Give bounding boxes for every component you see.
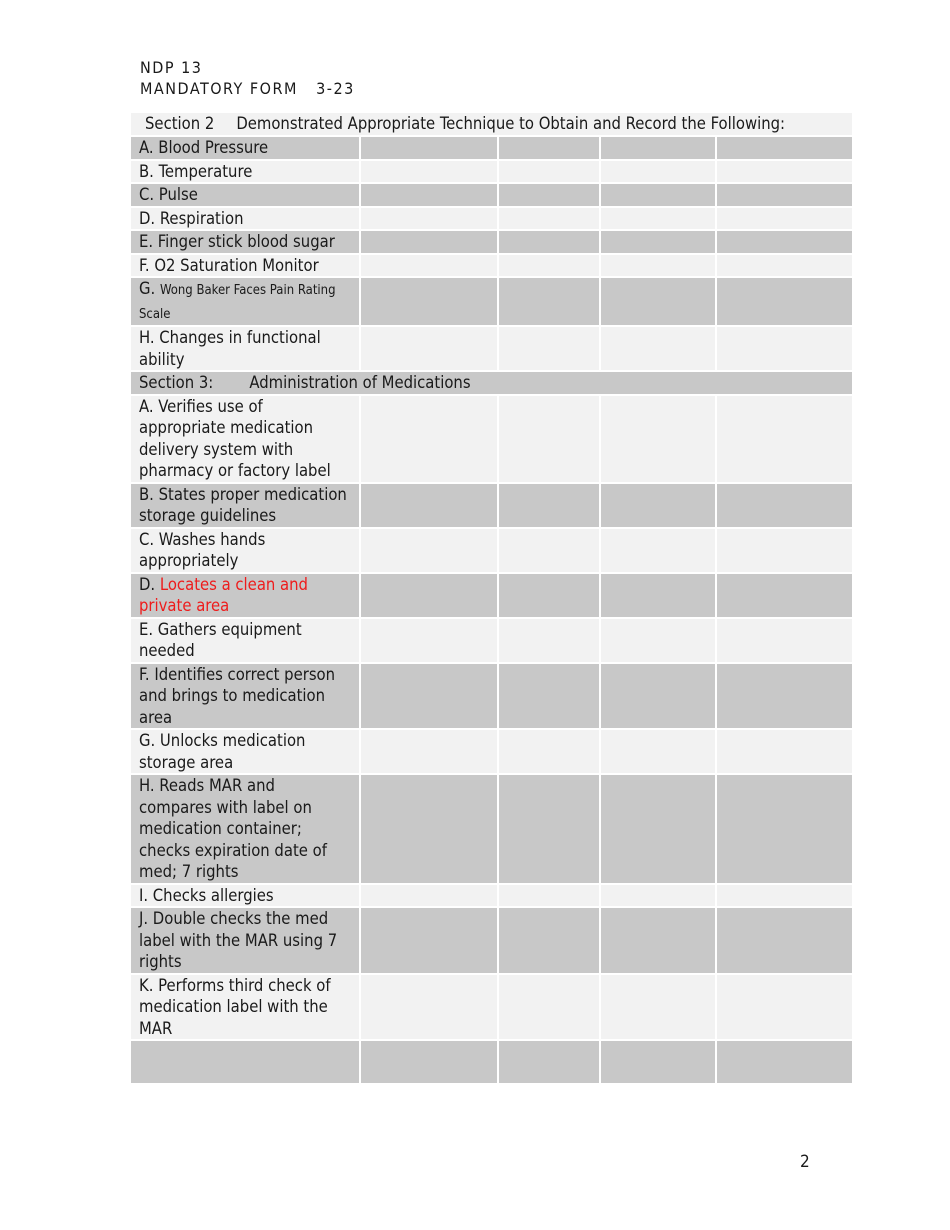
item-label: F. Identifies correct person and brings to medication area — [130, 663, 360, 730]
check-cell[interactable] — [360, 884, 498, 908]
table-row — [130, 774, 853, 884]
table-row — [130, 907, 853, 974]
check-cell[interactable] — [498, 277, 600, 326]
check-cell[interactable] — [600, 326, 716, 371]
check-cell[interactable] — [498, 395, 600, 483]
item-label — [130, 277, 360, 326]
check-cell[interactable] — [716, 907, 853, 974]
section-2-header-row — [130, 112, 853, 136]
check-cell[interactable] — [360, 254, 498, 278]
check-cell[interactable] — [716, 1040, 853, 1084]
item-label: J. Double checks the med label with the MAR using 7 rights — [130, 907, 360, 974]
check-cell[interactable] — [498, 207, 600, 231]
table-row — [130, 183, 853, 207]
table-row — [130, 573, 853, 618]
table-row — [130, 528, 853, 573]
check-cell[interactable] — [600, 254, 716, 278]
check-cell[interactable] — [716, 136, 853, 160]
item-label: C. Pulse — [130, 183, 360, 207]
item-label: B. States proper medication storage guidelines — [130, 483, 360, 528]
check-cell[interactable] — [498, 160, 600, 184]
table-row — [130, 663, 853, 730]
check-cell[interactable] — [716, 395, 853, 483]
item-label: E. Gathers equipment needed — [130, 618, 360, 663]
table-row — [130, 326, 853, 371]
table-row — [130, 277, 853, 326]
table-row — [130, 729, 853, 774]
table-row — [130, 207, 853, 231]
item-label: A. Blood Pressure — [130, 136, 360, 160]
check-cell[interactable] — [360, 326, 498, 371]
check-cell[interactable] — [498, 230, 600, 254]
check-cell[interactable] — [716, 884, 853, 908]
table-row — [130, 230, 853, 254]
check-cell[interactable] — [498, 326, 600, 371]
item-label: H. Changes in functional ability — [130, 326, 360, 371]
check-cell[interactable] — [600, 395, 716, 483]
table-row — [130, 254, 853, 278]
check-cell[interactable] — [600, 974, 716, 1041]
table-row — [130, 483, 853, 528]
check-cell[interactable] — [716, 974, 853, 1041]
check-cell[interactable] — [498, 183, 600, 207]
item-label: I. Checks allergies — [130, 884, 360, 908]
check-cell[interactable] — [716, 528, 853, 573]
item-text-small: Wong Baker Faces Pain Rating Scale — [139, 283, 336, 322]
section-2-label: Section 2 — [145, 114, 215, 133]
check-cell[interactable] — [716, 207, 853, 231]
check-cell[interactable] — [498, 618, 600, 663]
check-cell[interactable] — [716, 230, 853, 254]
check-cell[interactable] — [360, 483, 498, 528]
check-cell[interactable] — [360, 573, 498, 618]
item-label — [130, 573, 360, 618]
check-cell[interactable] — [716, 729, 853, 774]
check-cell[interactable] — [360, 974, 498, 1041]
check-cell[interactable] — [360, 136, 498, 160]
item-label: F. O2 Saturation Monitor — [130, 254, 360, 278]
check-cell[interactable] — [600, 528, 716, 573]
check-cell[interactable] — [600, 230, 716, 254]
table-row — [130, 136, 853, 160]
check-cell[interactable] — [600, 1040, 716, 1084]
table-row — [130, 618, 853, 663]
check-cell[interactable] — [498, 974, 600, 1041]
item-prefix: D. — [139, 574, 156, 594]
item-label: G. Unlocks medication storage area — [130, 729, 360, 774]
blank-cell[interactable] — [130, 1040, 360, 1084]
form-title: MANDATORY FORM 3-23 — [140, 79, 355, 98]
check-cell[interactable] — [360, 230, 498, 254]
check-cell[interactable] — [498, 907, 600, 974]
check-cell[interactable] — [716, 483, 853, 528]
check-cell[interactable] — [360, 663, 498, 730]
check-cell[interactable] — [360, 1040, 498, 1084]
item-prefix: G. — [139, 279, 156, 298]
blank-row — [130, 1040, 853, 1084]
check-cell[interactable] — [716, 160, 853, 184]
item-label: E. Finger stick blood sugar — [130, 230, 360, 254]
check-cell[interactable] — [360, 277, 498, 326]
item-label: D. Respiration — [130, 207, 360, 231]
check-cell[interactable] — [600, 663, 716, 730]
check-cell[interactable] — [498, 884, 600, 908]
check-cell[interactable] — [716, 277, 853, 326]
check-cell[interactable] — [498, 729, 600, 774]
check-cell[interactable] — [498, 483, 600, 528]
check-cell[interactable] — [716, 254, 853, 278]
check-cell[interactable] — [600, 884, 716, 908]
table-row — [130, 160, 853, 184]
section-3-header-row — [130, 371, 853, 395]
check-cell[interactable] — [600, 207, 716, 231]
section-3-label: Section 3: — [139, 373, 214, 392]
check-cell[interactable] — [600, 774, 716, 884]
check-cell[interactable] — [600, 618, 716, 663]
item-label: B. Temperature — [130, 160, 360, 184]
item-label: C. Washes hands appropriately — [130, 528, 360, 573]
check-cell[interactable] — [360, 395, 498, 483]
check-cell[interactable] — [360, 207, 498, 231]
form-header — [140, 57, 355, 99]
check-cell[interactable] — [498, 1040, 600, 1084]
check-cell[interactable] — [498, 528, 600, 573]
check-cell[interactable] — [498, 774, 600, 884]
check-cell[interactable] — [360, 907, 498, 974]
check-cell[interactable] — [600, 277, 716, 326]
check-cell[interactable] — [600, 483, 716, 528]
check-cell[interactable] — [360, 774, 498, 884]
check-cell[interactable] — [716, 618, 853, 663]
check-cell[interactable] — [716, 774, 853, 884]
check-cell[interactable] — [498, 136, 600, 160]
check-cell[interactable] — [360, 618, 498, 663]
check-cell[interactable] — [600, 573, 716, 618]
item-label: H. Reads MAR and compares with label on medication container; checks expiration date of med; 7 rights — [130, 774, 360, 884]
check-cell[interactable] — [360, 528, 498, 573]
check-cell[interactable] — [498, 254, 600, 278]
table-row — [130, 974, 853, 1041]
check-cell[interactable] — [600, 907, 716, 974]
check-cell[interactable] — [600, 160, 716, 184]
check-cell[interactable] — [600, 183, 716, 207]
check-cell[interactable] — [716, 183, 853, 207]
highlighted-item-text: Locates a clean and private area — [139, 574, 308, 615]
table-row — [130, 884, 853, 908]
section-3-title: Administration of Medications — [249, 373, 471, 392]
check-cell[interactable] — [360, 160, 498, 184]
skills-checklist-table — [130, 112, 853, 1084]
check-cell[interactable] — [716, 326, 853, 371]
check-cell[interactable] — [360, 183, 498, 207]
item-label: K. Performs third check of medication label with the MAR — [130, 974, 360, 1041]
check-cell[interactable] — [360, 729, 498, 774]
check-cell[interactable] — [600, 136, 716, 160]
check-cell[interactable] — [716, 573, 853, 618]
form-code: NDP 13 — [140, 58, 203, 77]
check-cell[interactable] — [600, 729, 716, 774]
section-2-title: Demonstrated Appropriate Technique to Obtain and Record the Following: — [236, 114, 786, 133]
item-label: A. Verifies use of appropriate medication delivery system with pharmacy or factory label — [130, 395, 360, 483]
table-row — [130, 395, 853, 483]
page-number: 2 — [800, 1152, 810, 1172]
check-cell[interactable] — [498, 573, 600, 618]
check-cell[interactable] — [498, 663, 600, 730]
check-cell[interactable] — [716, 663, 853, 730]
